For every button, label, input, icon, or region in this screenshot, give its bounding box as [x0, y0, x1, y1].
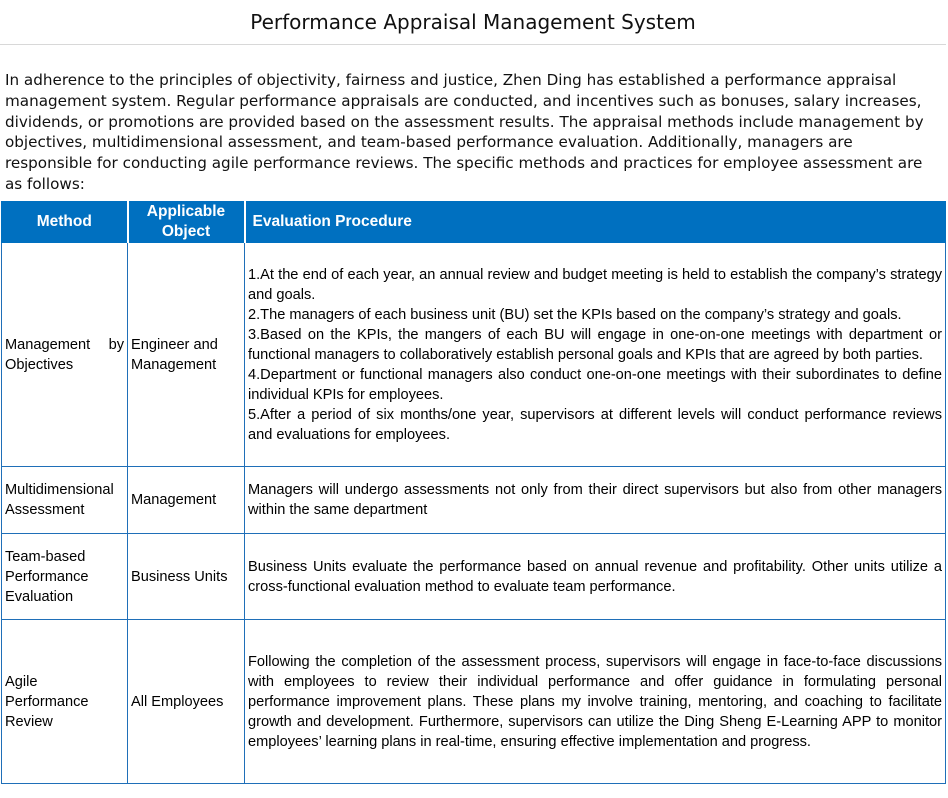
procedure-cell [245, 243, 946, 467]
procedure-step: 1.At the end of each year, an annual review and budget meeting is held to establish the company’s strategy and goals. [248, 266, 942, 303]
procedure-cell [245, 534, 946, 620]
header-applicable-object: Applicable Object [128, 202, 245, 243]
appraisal-table [1, 201, 946, 784]
object-cell: All Employees [128, 620, 245, 784]
header-evaluation-procedure: Evaluation Procedure [245, 202, 946, 243]
procedure-text: Managers will undergo assessments not only from their direct supervisors but also from other managers within the same department [248, 482, 942, 518]
procedure-step: 2.The managers of each business unit (BU) set the KPIs based on the company’s strategy and goals. [248, 306, 902, 323]
table-row [2, 243, 946, 467]
procedure-step: 5.After a period of six months/one year, supervisors at different levels will conduct performance reviews and evaluations for employees. [248, 406, 942, 443]
method-cell: Management by Objectives [2, 243, 128, 467]
table-row [2, 467, 946, 534]
object-cell: Business Units [128, 534, 245, 620]
procedure-text: Following the completion of the assessment process, supervisors will engage in face-to-face discussions with employees to review their individual performance and offer guidance in formulating personal performance improvement plans. These plans my involve training, mentoring, and coaching to facilitate growth and development. Furthermore, supervisors can utilize the Ding Sheng E-Learning APP to monitor employees’ learning plans in real-time, ensuring effective implementation and progress. [248, 653, 942, 750]
procedure-text: Business Units evaluate the performance based on annual revenue and profitability. Other units utilize a cross-functional evaluation method to evaluate team performance. [248, 558, 942, 595]
table-row [2, 620, 946, 784]
object-cell: Engineer and Management [128, 243, 245, 467]
object-cell: Management [128, 467, 245, 534]
header-method: Method [2, 202, 128, 243]
procedure-step: 4.Department or functional managers also conduct one-on-one meetings with their subordinates to define individual KPIs for employees. [248, 366, 942, 403]
procedure-step: 3.Based on the KPIs, the mangers of each BU will engage in one-on-one meetings with department or functional managers to collaboratively establish personal goals and KPIs that are agreed by both parties. [248, 326, 942, 363]
intro-paragraph: In adherence to the principles of objectivity, fairness and justice, Zhen Ding has established a performance appraisal management system. Regular performance appraisals are conducted, and incentives such as bonuses, salary increases, dividends, or promotions are provided based on the assessment results. The appraisal methods include management by objectives, multidimensional assessment, and team-based performance evaluation. Additionally, managers are responsible for conducting agile performance reviews. The specific methods and practices for employee assessment are as follows: [5, 71, 924, 193]
page-title: Performance Appraisal Management System [250, 10, 696, 34]
method-cell: Team-based Performance Evaluation [2, 534, 128, 620]
procedure-cell [245, 620, 946, 784]
table-header-row [2, 202, 946, 243]
title-bar [0, 0, 946, 45]
method-cell: Multidimensional Assessment [2, 467, 128, 534]
table-row [2, 534, 946, 620]
procedure-cell [245, 467, 946, 534]
method-cell: Agile Performance Review [2, 620, 128, 784]
